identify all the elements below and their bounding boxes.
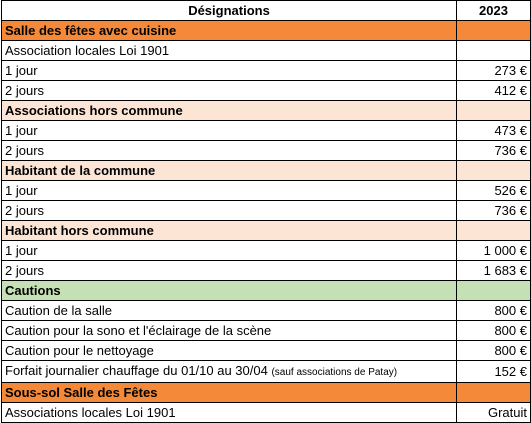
row-price <box>457 383 531 403</box>
table-row <box>2 361 531 383</box>
row-label-text: Forfait journalier chauffage du 01/10 au 30/04 <box>5 363 268 378</box>
table-row <box>2 261 531 281</box>
row-price: 273 € <box>457 61 531 81</box>
row-price <box>457 101 531 121</box>
section-header-row <box>2 221 531 241</box>
table-row <box>2 181 531 201</box>
header-year: 2023 <box>457 1 531 21</box>
row-price: 736 € <box>457 201 531 221</box>
table-row <box>2 81 531 101</box>
row-price: Gratuit <box>457 403 531 423</box>
row-price: 152 € <box>457 361 531 383</box>
section-header-row <box>2 101 531 121</box>
header-row <box>2 1 531 21</box>
row-price: 1 683 € <box>457 261 531 281</box>
row-note: (sauf associations de Patay) <box>271 367 398 378</box>
table-row <box>2 41 531 61</box>
row-label-text: Habitant hors commune <box>5 223 154 238</box>
row-price <box>457 41 531 61</box>
row-label-text: Associations locales Loi 1901 <box>5 405 176 420</box>
table-row <box>2 241 531 261</box>
row-label <box>2 181 457 201</box>
section-header-row <box>2 383 531 403</box>
section-header-row <box>2 281 531 301</box>
row-label <box>2 341 457 361</box>
row-price: 412 € <box>457 81 531 101</box>
row-label <box>2 141 457 161</box>
table-row <box>2 341 531 361</box>
row-label-text: Association locales Loi 1901 <box>5 43 170 58</box>
section-title <box>2 221 457 241</box>
row-price: 526 € <box>457 181 531 201</box>
row-price <box>457 21 531 41</box>
table-row <box>2 61 531 81</box>
row-label-text: 2 jours <box>5 203 45 218</box>
row-label-text: 1 jour <box>5 123 38 138</box>
row-label-text: Caution de la salle <box>5 303 112 318</box>
row-label-text: Habitant de la commune <box>5 163 156 178</box>
row-price: 1 000 € <box>457 241 531 261</box>
tariff-table <box>1 0 531 423</box>
row-label-text: 2 jours <box>5 83 45 98</box>
row-label <box>2 301 457 321</box>
row-label <box>2 81 457 101</box>
section-title <box>2 281 457 301</box>
row-label-text: Caution pour la sono et l'éclairage de la scène <box>5 323 272 338</box>
section-title <box>2 21 457 41</box>
row-label <box>2 361 457 383</box>
table-row <box>2 121 531 141</box>
row-price: 473 € <box>457 121 531 141</box>
row-label <box>2 201 457 221</box>
row-price <box>457 281 531 301</box>
section-header-row <box>2 21 531 41</box>
row-label <box>2 321 457 341</box>
row-label-text: Associations hors commune <box>5 103 183 118</box>
row-price <box>457 161 531 181</box>
row-price: 800 € <box>457 301 531 321</box>
row-label-text: Caution pour le nettoyage <box>5 343 154 358</box>
header-designation: Désignations <box>2 1 457 21</box>
row-price: 800 € <box>457 321 531 341</box>
row-label-text: 2 jours <box>5 263 45 278</box>
row-price: 800 € <box>457 341 531 361</box>
table-row <box>2 321 531 341</box>
row-label <box>2 41 457 61</box>
row-price <box>457 221 531 241</box>
section-title <box>2 101 457 121</box>
row-label <box>2 261 457 281</box>
table-row <box>2 301 531 321</box>
row-label-text: 1 jour <box>5 183 38 198</box>
row-label-text: Sous-sol Salle des Fêtes <box>5 385 158 400</box>
table-row <box>2 201 531 221</box>
tariff-table-body <box>2 1 531 423</box>
row-label-text: 1 jour <box>5 243 38 258</box>
section-header-row <box>2 161 531 181</box>
row-label <box>2 61 457 81</box>
section-title <box>2 383 457 403</box>
section-title <box>2 161 457 181</box>
row-label <box>2 241 457 261</box>
row-label-text: Salle des fêtes avec cuisine <box>5 23 177 38</box>
row-label-text: Cautions <box>5 283 61 298</box>
table-row <box>2 141 531 161</box>
row-label-text: 1 jour <box>5 63 38 78</box>
row-price: 736 € <box>457 141 531 161</box>
row-label <box>2 121 457 141</box>
row-label-text: 2 jours <box>5 143 45 158</box>
